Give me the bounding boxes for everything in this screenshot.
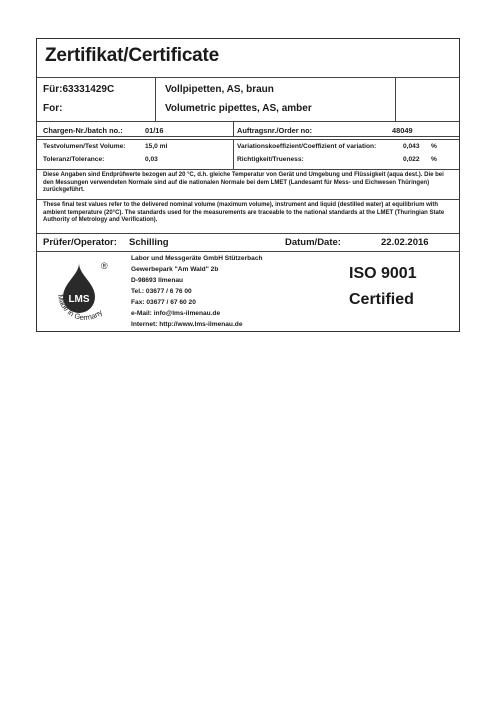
variation-unit: %	[431, 143, 437, 150]
variation-label: Variationskoeffizient/Coeffizient of variation:	[237, 143, 377, 150]
trueness-label: Richtigkeit/Trueness:	[237, 156, 304, 163]
company-fax: Fax: 03677 / 67 60 20	[131, 299, 196, 306]
for-en-label: For:	[43, 103, 63, 114]
order-label: Auftragsnr./Order no:	[237, 126, 313, 135]
registered-mark: ®	[101, 261, 108, 271]
product-name-en: Volumetric pipettes, AS, amber	[165, 103, 312, 114]
trueness-unit: %	[431, 156, 437, 163]
batch-label: Chargen-Nr./batch no.:	[43, 126, 123, 135]
date-label: Datum/Date:	[285, 237, 341, 248]
batch-value: 01/16	[145, 126, 164, 135]
company-city: D-98693 Ilmenau	[131, 277, 184, 284]
iso-label: ISO 9001	[349, 265, 417, 282]
article-number: 63331429C	[62, 84, 115, 95]
company-name: Labor und Messgeräte GmbH Stützerbach	[131, 255, 263, 262]
company-email: e-Mail: info@lms-ilmenau.de	[131, 310, 221, 317]
company-website: Internet: http://www.lms-ilmenau.de	[131, 321, 243, 328]
volume-label: Testvolumen/Test Volume:	[43, 143, 126, 150]
operator-label: Prüfer/Operator:	[43, 237, 117, 248]
certificate-frame	[36, 38, 460, 332]
company-street: Gewerbepark "Am Wald" 2b	[131, 266, 219, 273]
variation-value: 0,043	[403, 143, 420, 150]
logo-letters: LMS	[68, 294, 90, 305]
for-de-label: Für:63331429C	[43, 84, 115, 95]
lms-logo	[49, 257, 119, 329]
company-tel: Tel.: 03677 / 6 76 00	[131, 288, 192, 295]
trueness-value: 0,022	[403, 156, 420, 163]
logo-arc-text: Made in Germany	[55, 293, 105, 323]
note-german: Diese Angaben sind Endprüfwerte bezogen auf 20 °C, d.h. gleiche Temperatur von Gerät und Umgebung und Flüssigkeit (aqua dest.). Die bei den Messungen verwendeten Normale sind auf die nationalen Normale bei dem LMET (Landesamt für Mess- und Eichwesen Thüringen) zurückgeführt.	[43, 172, 444, 194]
certificate-title: Zertifikat/Certificate	[45, 45, 220, 66]
tolerance-label: Toleranz/Tolerance:	[43, 156, 105, 163]
product-name-de: Vollpipetten, AS, braun	[165, 84, 274, 95]
order-value: 48049	[392, 126, 413, 135]
volume-value: 15,0 ml	[145, 143, 168, 150]
operator-value: Schilling	[129, 237, 169, 248]
certified-label: Certified	[349, 291, 414, 308]
date-value: 22.02.2016	[381, 237, 429, 248]
note-english: These final test values refer to the delivered nominal volume (maximum volume), instrument and liquid (destilled water) at equilibrium with ambient temperature (20°C). The standards used for the measurements are traceable to the national standards at the LMET (Thuringian State Authority of Metrology and Verification).	[43, 202, 445, 224]
tolerance-value: 0,03	[145, 156, 158, 163]
